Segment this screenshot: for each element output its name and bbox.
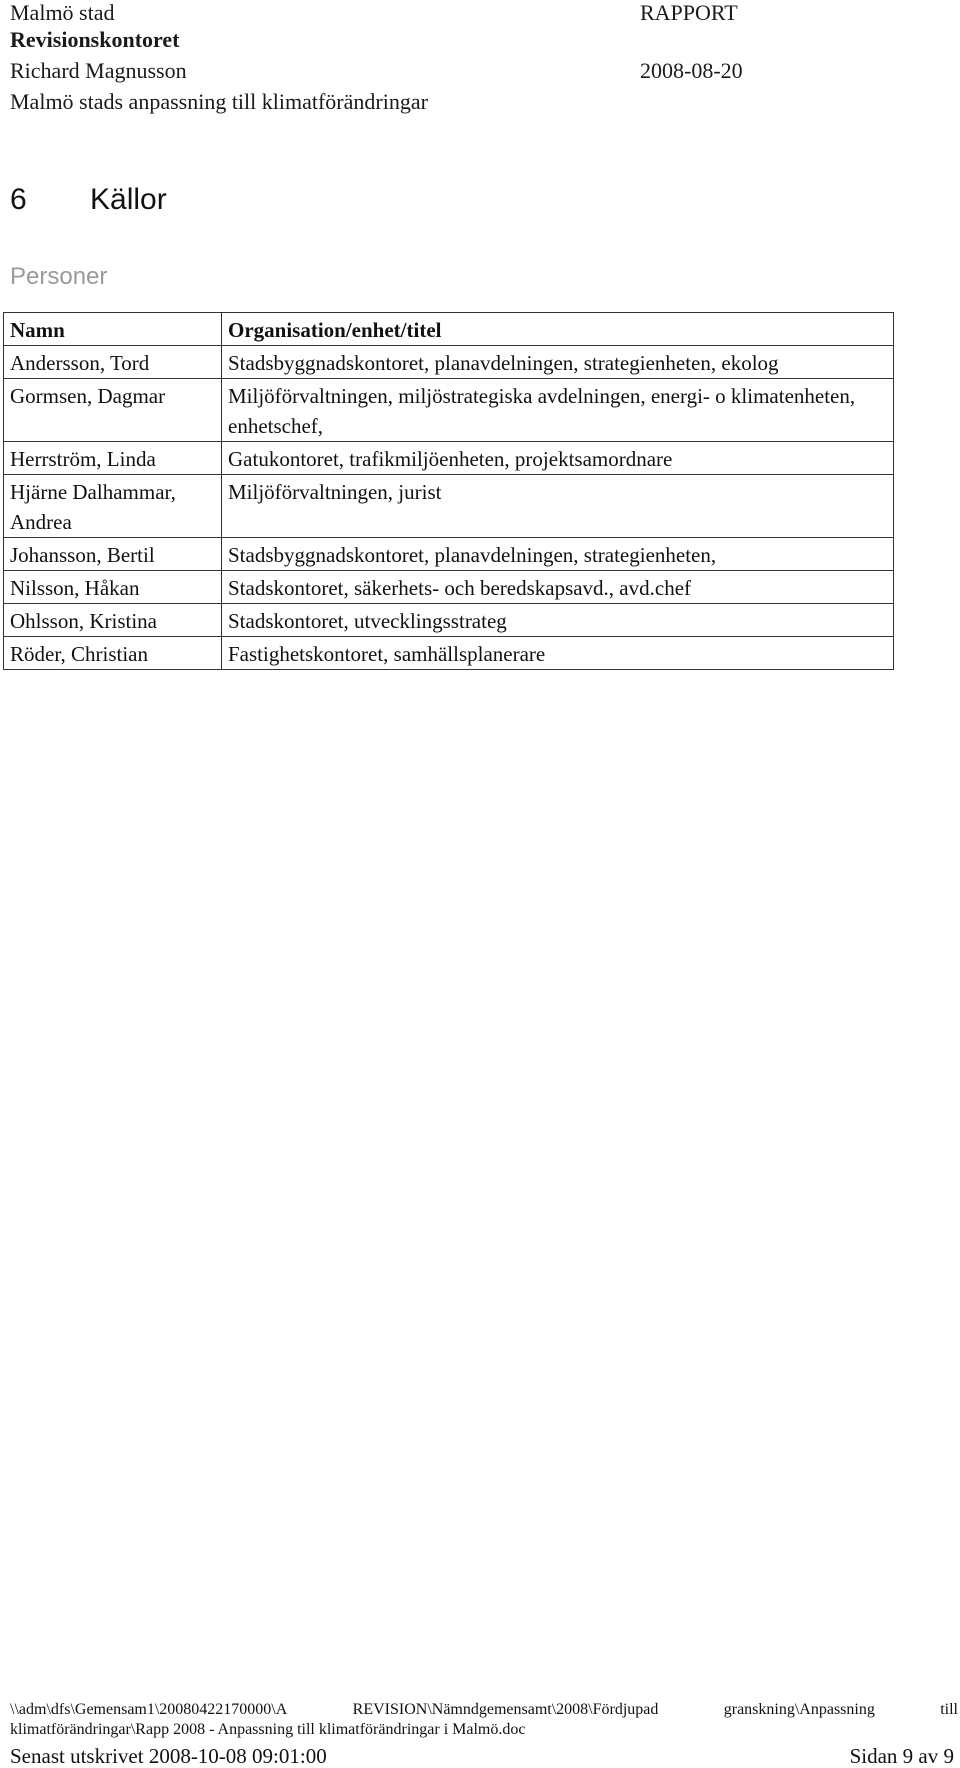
header-date: 2008-08-20 bbox=[640, 58, 743, 83]
persons-table bbox=[3, 312, 894, 670]
footer-path-part2: REVISION\Nämndgemensamt\2008\Fördjupad bbox=[352, 1701, 659, 1718]
table-row bbox=[4, 346, 894, 379]
table-row bbox=[4, 442, 894, 475]
footer-bottom bbox=[10, 1745, 954, 1767]
footer-path-part3: granskning\Anpassning bbox=[723, 1701, 875, 1718]
cell-org: Fastighetskontoret, samhällsplanerare bbox=[222, 637, 894, 670]
table-row bbox=[4, 571, 894, 604]
footer-printed: Senast utskrivet 2008-10-08 09:01:00 bbox=[10, 1744, 327, 1768]
cell-org: Gatukontoret, trafikmiljöenheten, projektsamordnare bbox=[222, 442, 894, 475]
section-number: 6 bbox=[10, 183, 27, 216]
subheading: Personer bbox=[10, 263, 108, 290]
cell-name: Ohlsson, Kristina bbox=[4, 604, 222, 637]
header-doc-type: RAPPORT bbox=[640, 0, 738, 25]
cell-name: Herrström, Linda bbox=[4, 442, 222, 475]
table-header-row bbox=[4, 313, 894, 346]
cell-org: Stadskontoret, utvecklingsstrateg bbox=[222, 604, 894, 637]
table-row bbox=[4, 637, 894, 670]
cell-org: Miljöförvaltningen, miljöstrategiska avdelningen, energi- o klimatenheten, enhetschef, bbox=[222, 379, 894, 442]
column-header-org: Organisation/enhet/titel bbox=[222, 313, 894, 346]
cell-name: Andersson, Tord bbox=[4, 346, 222, 379]
cell-name: Gormsen, Dagmar bbox=[4, 379, 222, 442]
footer-path-part4: till bbox=[940, 1701, 958, 1718]
cell-org: Miljöförvaltningen, jurist bbox=[222, 475, 894, 538]
header-report-title: Malmö stads anpassning till klimatförändringar bbox=[10, 89, 428, 114]
cell-name: Röder, Christian bbox=[4, 637, 222, 670]
table-row bbox=[4, 379, 894, 442]
table-row bbox=[4, 538, 894, 571]
cell-org: Stadsbyggnadskontoret, planavdelningen, strategienheten, ekolog bbox=[222, 346, 894, 379]
section-title: Källor bbox=[90, 183, 167, 216]
cell-org: Stadsbyggnadskontoret, planavdelningen, strategienheten, bbox=[222, 538, 894, 571]
cell-name: Johansson, Bertil bbox=[4, 538, 222, 571]
table-row bbox=[4, 475, 894, 538]
footer-path-part1: \\adm\dfs\Gemensam1\20080422170000\A bbox=[10, 1701, 288, 1718]
cell-org: Stadskontoret, säkerhets- och beredskapsavd., avd.chef bbox=[222, 571, 894, 604]
cell-name: Nilsson, Håkan bbox=[4, 571, 222, 604]
column-header-name: Namn bbox=[4, 313, 222, 346]
cell-name: Hjärne Dalhammar, Andrea bbox=[4, 475, 222, 538]
footer-file-path bbox=[10, 1700, 958, 1740]
table-row bbox=[4, 604, 894, 637]
footer-path-line2: klimatförändringar\Rapp 2008 - Anpassning till klimatförändringar i Malmö.doc bbox=[10, 1721, 526, 1738]
header-author: Richard Magnusson bbox=[10, 58, 187, 83]
header-department: Revisionskontoret bbox=[10, 27, 180, 52]
footer-page-number: Sidan 9 av 9 bbox=[849, 1744, 954, 1768]
section-heading bbox=[10, 182, 167, 218]
header-org: Malmö stad bbox=[10, 0, 115, 25]
